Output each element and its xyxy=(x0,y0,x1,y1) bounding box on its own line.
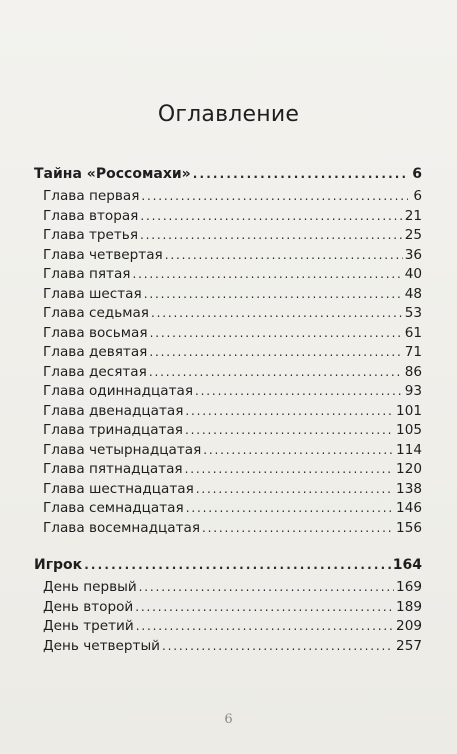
toc-entry-label: Глава вторая xyxy=(43,207,139,224)
leader-dots xyxy=(141,189,408,203)
toc-entry-label: День третий xyxy=(43,618,134,634)
leader-dots xyxy=(140,209,402,223)
toc-entry-page: 25 xyxy=(404,227,422,243)
toc-entry-page: 156 xyxy=(396,519,422,536)
toc-entry[interactable] xyxy=(34,500,422,520)
leader-dots xyxy=(193,167,408,181)
toc-entry-label: Глава шестая xyxy=(43,285,142,302)
leader-dots xyxy=(144,287,403,301)
toc-entry-page: 189 xyxy=(396,598,422,615)
toc-entry-page: 105 xyxy=(396,422,422,438)
toc-entry-label: День первый xyxy=(43,579,137,595)
toc-entry[interactable] xyxy=(34,266,422,286)
leader-dots xyxy=(135,600,394,614)
toc-entry[interactable] xyxy=(34,520,422,540)
toc-entry[interactable] xyxy=(34,247,422,267)
toc-entry[interactable] xyxy=(34,305,422,325)
toc-entry-page: 93 xyxy=(404,383,422,399)
toc-part[interactable] xyxy=(34,557,422,579)
toc-entry-label: Глава пятнадцатая xyxy=(43,461,183,477)
toc-title: Оглавление xyxy=(157,102,300,127)
leader-dots xyxy=(185,404,394,418)
section-gap xyxy=(34,539,422,557)
toc-entry-page: 53 xyxy=(404,305,422,321)
leader-dots xyxy=(202,521,394,535)
leader-dots xyxy=(149,365,403,379)
toc-entry-page: 120 xyxy=(396,461,422,477)
toc-entry-page: 6 xyxy=(413,188,422,204)
toc-entry-label: Глава двенадцатая xyxy=(43,402,184,419)
toc-entry-page: 138 xyxy=(396,480,422,497)
toc-entry[interactable] xyxy=(34,383,422,403)
toc-entry[interactable] xyxy=(34,208,422,228)
leader-dots xyxy=(196,482,394,496)
toc-entry-label: Глава седьмая xyxy=(43,305,149,321)
toc-entry-label: Глава семнадцатая xyxy=(43,500,184,516)
toc-entry-page: 21 xyxy=(404,207,422,224)
toc-part-label: Игрок xyxy=(34,557,83,573)
page-number: 6 xyxy=(224,712,233,727)
toc-part-page: 164 xyxy=(392,557,422,573)
table-of-contents xyxy=(34,166,422,657)
leader-dots xyxy=(162,639,394,653)
toc-entry[interactable] xyxy=(34,481,422,501)
toc-entry-label: Глава восемнадцатая xyxy=(43,519,201,536)
toc-entry[interactable] xyxy=(34,188,422,208)
leader-dots xyxy=(151,306,403,320)
toc-entry[interactable] xyxy=(34,286,422,306)
toc-entry-label: Глава шестнадцатая xyxy=(43,480,194,497)
toc-entry-label: День четвертый xyxy=(43,637,161,654)
toc-entry-label: Глава пятая xyxy=(43,266,131,282)
toc-entry-label: Глава восьмая xyxy=(43,324,148,341)
leader-dots xyxy=(140,228,403,242)
leader-dots xyxy=(84,558,391,572)
leader-dots xyxy=(185,462,394,476)
toc-entry-page: 257 xyxy=(396,637,422,654)
toc-entry-page: 146 xyxy=(396,500,422,516)
toc-entry-page: 61 xyxy=(404,324,422,341)
toc-entry-label: Глава тринадцатая xyxy=(43,422,183,438)
leader-dots xyxy=(139,580,394,594)
toc-entry-label: Глава девятая xyxy=(43,344,148,360)
toc-entry[interactable] xyxy=(34,325,422,345)
toc-entry[interactable] xyxy=(34,618,422,638)
toc-entry[interactable] xyxy=(34,344,422,364)
leader-dots xyxy=(150,326,403,340)
toc-entry[interactable] xyxy=(34,579,422,599)
leader-dots xyxy=(186,501,394,515)
toc-entry-label: День второй xyxy=(43,598,134,615)
toc-entry[interactable] xyxy=(34,403,422,423)
toc-entry-page: 36 xyxy=(404,246,422,263)
toc-entry-label: Глава четвертая xyxy=(43,246,163,263)
toc-entry-page: 40 xyxy=(404,266,422,282)
leader-dots xyxy=(149,345,402,359)
toc-entry[interactable] xyxy=(34,461,422,481)
toc-part[interactable] xyxy=(34,166,422,188)
toc-entry-label: Глава четырнадцатая xyxy=(43,441,202,458)
toc-entry-label: Глава десятая xyxy=(43,363,147,380)
toc-entry[interactable] xyxy=(34,599,422,619)
toc-entry-label: Глава третья xyxy=(43,227,138,243)
toc-entry-page: 86 xyxy=(404,363,422,380)
toc-entry-label: Глава первая xyxy=(43,188,140,204)
toc-part-page: 6 xyxy=(412,166,422,182)
toc-part-label: Тайна «Россомахи» xyxy=(34,166,191,182)
toc-entry-label: Глава одиннадцатая xyxy=(43,383,194,399)
toc-entry[interactable] xyxy=(34,364,422,384)
leader-dots xyxy=(132,267,402,281)
toc-entry-page: 48 xyxy=(404,285,422,302)
leader-dots xyxy=(185,423,394,437)
toc-entry[interactable] xyxy=(34,422,422,442)
toc-entry[interactable] xyxy=(34,638,422,658)
toc-entry-page: 71 xyxy=(404,344,422,360)
toc-entry-page: 114 xyxy=(396,441,422,458)
leader-dots xyxy=(136,619,394,633)
leader-dots xyxy=(165,248,403,262)
toc-entry-page: 169 xyxy=(396,579,422,595)
toc-entry-page: 101 xyxy=(396,402,422,419)
toc-entry-page: 209 xyxy=(396,618,422,634)
leader-dots xyxy=(203,443,394,457)
toc-entry[interactable] xyxy=(34,227,422,247)
leader-dots xyxy=(195,384,403,398)
toc-entry[interactable] xyxy=(34,442,422,462)
